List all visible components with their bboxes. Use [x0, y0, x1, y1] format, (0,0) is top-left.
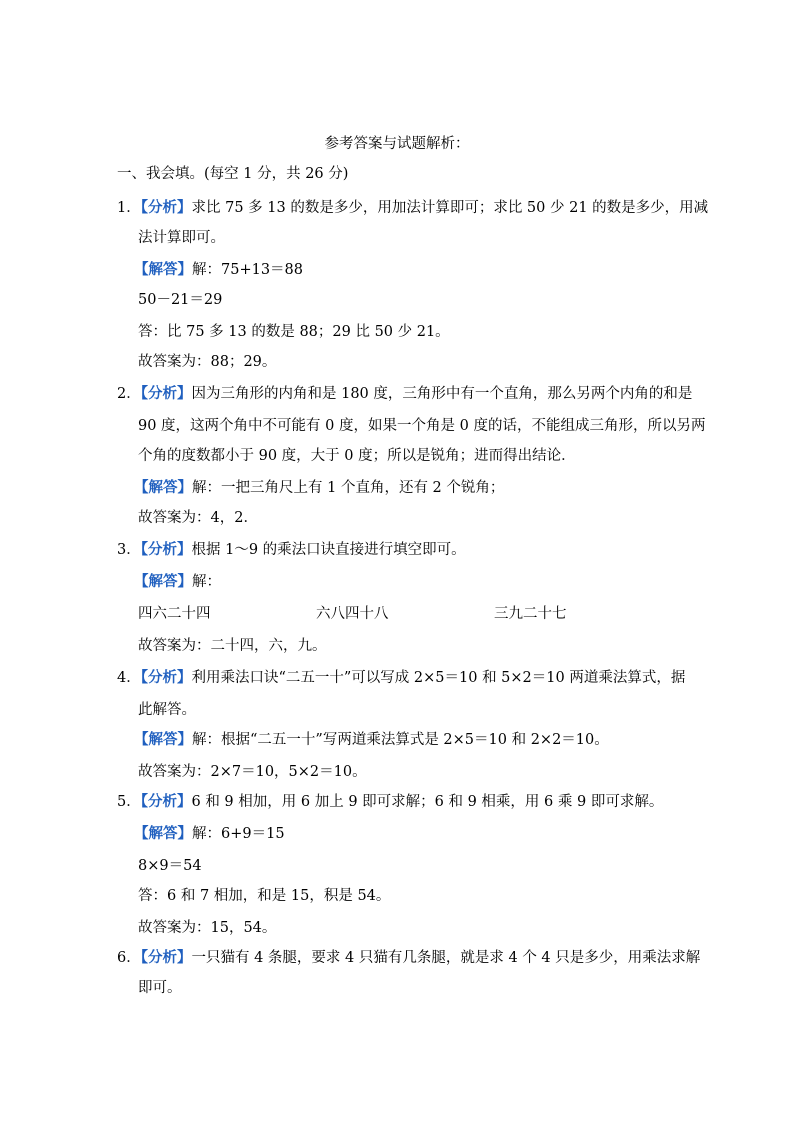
q5-analysis-text: 6 和 9 相加，用 6 加上 9 即可求解；6 和 9 相乘，用 6 乘 9 即可求解。: [191, 794, 664, 810]
q2-answer: [134, 478, 504, 498]
q5-calc: 8×9＝54: [138, 858, 202, 874]
answer-tag: 【解答】: [134, 573, 192, 590]
q1-final: 故答案为：88；29。: [138, 354, 277, 370]
q1-calc: 50－21＝29: [138, 292, 223, 308]
analysis-tag: 【分析】: [140, 541, 192, 558]
q1-answer: [134, 260, 303, 280]
analysis-tag: 【分析】: [140, 949, 192, 966]
q1-number: 1．: [117, 200, 141, 216]
q1-reply: 答：比 75 多 13 的数是 88；29 比 50 少 21。: [138, 324, 450, 340]
page-title: 参考答案与试题解析：: [324, 136, 470, 152]
analysis-tag: 【分析】: [140, 385, 192, 402]
answer-tag: 【解答】: [134, 261, 192, 278]
q3-item-2: 六八四十八: [316, 606, 389, 622]
q3-item-3: 三九二十七: [494, 606, 567, 622]
q2-number: 2．: [117, 386, 141, 402]
answer-tag: 【解答】: [134, 731, 192, 748]
q5-answer-text: 解：6+9＝15: [192, 826, 285, 842]
q6-analysis-cont: 即可。: [138, 980, 182, 996]
q2-analysis-cont: 90 度，这两个角中不可能有 0 度，如果一个角是 0 度的话，不能组成三角形，所以另两: [138, 418, 706, 434]
q6-analysis: [117, 948, 700, 968]
q3-answer: [134, 572, 221, 592]
q4-answer-text: 解：根据“二五一十”写两道乘法算式是 2×5＝10 和 2×2＝10。: [192, 732, 609, 748]
q3-number: 3．: [117, 542, 141, 558]
q5-analysis: [117, 792, 663, 812]
q5-answer: [134, 824, 285, 844]
q2-analysis: [117, 384, 692, 404]
q5-reply: 答：6 和 7 相加，和是 15，积是 54。: [138, 888, 391, 904]
q4-number: 4．: [117, 670, 141, 686]
q3-answer-text: 解：: [192, 574, 221, 590]
q1-analysis-text: 求比 75 多 13 的数是多少，用加法计算即可；求比 50 少 21 的数是多少，用减: [191, 200, 709, 216]
q1-analysis: [117, 198, 708, 218]
q4-answer: [134, 730, 609, 750]
q3-item-1: 四六二十四: [138, 606, 211, 622]
q4-analysis-text: 利用乘法口诀“二五一十”可以写成 2×5＝10 和 5×2＝10 两道乘法算式，据: [191, 670, 686, 686]
analysis-tag: 【分析】: [140, 199, 192, 216]
q1-analysis-cont: 法计算即可。: [138, 230, 225, 246]
q5-number: 5．: [117, 794, 141, 810]
q4-analysis-cont: 此解答。: [138, 702, 196, 718]
q1-answer-text: 解：75+13＝88: [192, 262, 304, 278]
analysis-tag: 【分析】: [140, 669, 192, 686]
section-heading: 一、我会填。(每空 1 分，共 26 分): [117, 166, 349, 182]
q6-analysis-text: 一只猫有 4 条腿，要求 4 只猫有几条腿，就是求 4 个 4 只是多少，用乘法求解: [191, 950, 701, 966]
q3-final: 故答案为：二十四，六，九。: [138, 638, 327, 654]
q5-final: 故答案为：15，54。: [138, 920, 277, 936]
answer-tag: 【解答】: [134, 825, 192, 842]
answer-tag: 【解答】: [134, 479, 192, 496]
analysis-tag: 【分析】: [140, 793, 192, 810]
q2-answer-text: 解：一把三角尺上有 1 个直角，还有 2 个锐角；: [192, 480, 505, 496]
q2-analysis-text: 因为三角形的内角和是 180 度，三角形中有一个直角，那么另两个内角的和是: [191, 386, 693, 402]
q3-analysis: [117, 540, 466, 560]
q2-analysis-cont2: 个角的度数都小于 90 度，大于 0 度；所以是锐角；进而得出结论．: [138, 448, 576, 464]
q3-analysis-text: 根据 1～9 的乘法口诀直接进行填空即可。: [191, 542, 466, 558]
q4-analysis: [117, 668, 685, 688]
q4-final: 故答案为：2×7＝10，5×2＝10。: [138, 764, 367, 780]
q6-number: 6．: [117, 950, 141, 966]
q2-final: 故答案为：4，2．: [138, 510, 258, 526]
